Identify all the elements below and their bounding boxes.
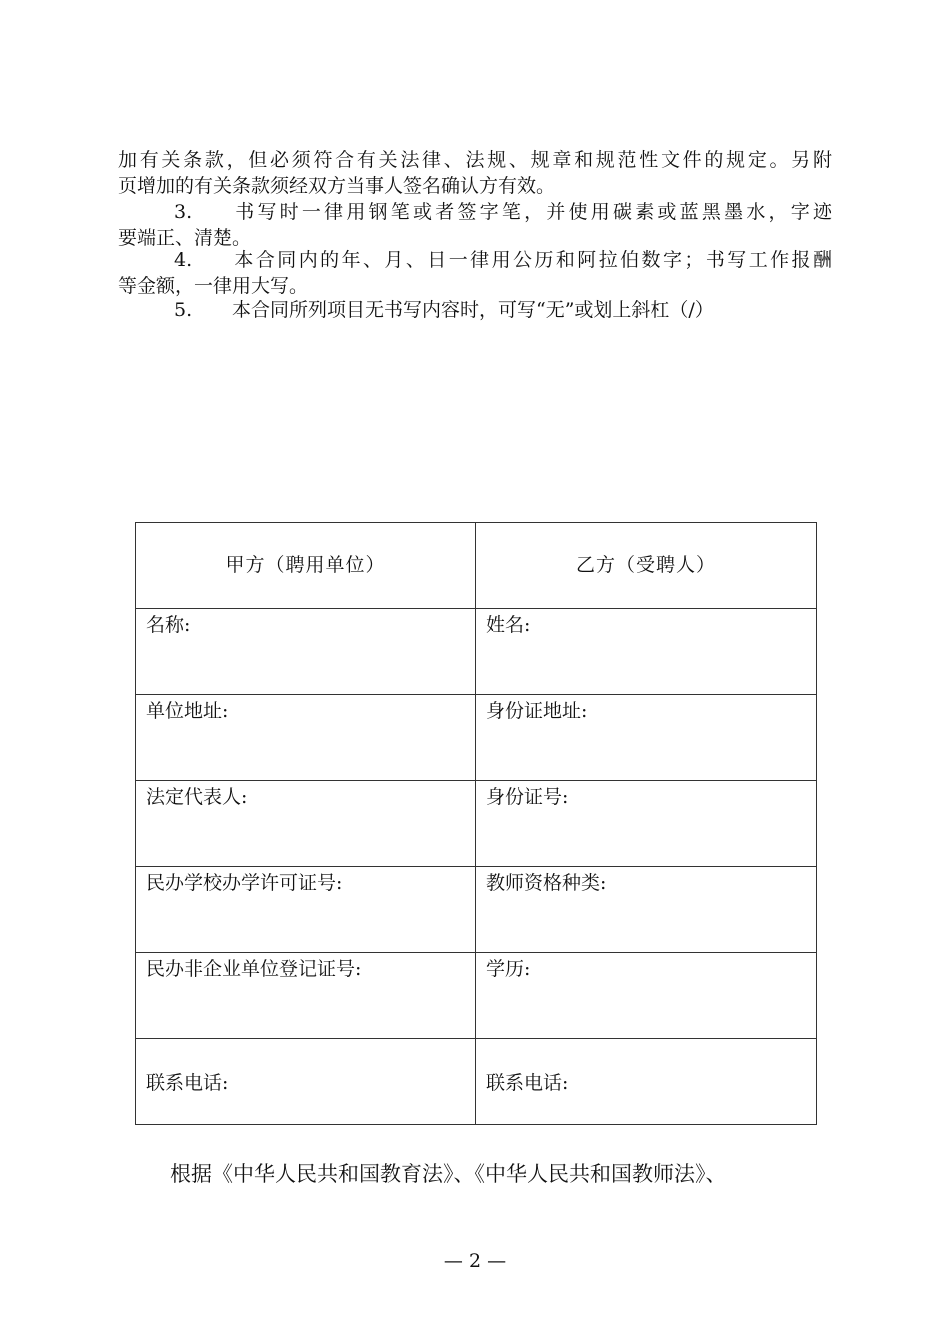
party-a-phone-label: 联系电话: xyxy=(146,1072,229,1094)
page-number: — 2 — xyxy=(443,1250,507,1272)
note-4-line-2: 等金额，一律用大写。 xyxy=(118,275,309,297)
party-b-id-address-label: 身份证地址: xyxy=(486,700,588,722)
party-a-legal-rep-cell[interactable] xyxy=(136,781,476,867)
party-a-registration-cell[interactable] xyxy=(136,953,476,1039)
closing-paragraph: 根据《中华人民共和国教育法》、《中华人民共和国教师法》、 xyxy=(170,1162,727,1186)
note-4-text: 本合同内的年、月、日一律用公历和阿拉伯数字；书写工作报酬 xyxy=(232,249,832,271)
party-info-table xyxy=(135,522,817,1125)
party-a-header: 甲方（聘用单位） xyxy=(136,523,476,609)
party-b-id-number-label: 身份证号: xyxy=(486,786,569,808)
table-row xyxy=(136,867,817,953)
party-b-name-label: 姓名: xyxy=(486,614,531,636)
note-3-line-2: 要端正、清楚。 xyxy=(118,227,252,249)
party-a-phone-cell[interactable] xyxy=(136,1039,476,1125)
party-a-school-license-label: 民办学校办学许可证号: xyxy=(146,872,343,894)
note-3-number: 3. xyxy=(174,201,193,223)
party-a-school-license-cell[interactable] xyxy=(136,867,476,953)
party-b-id-number-cell[interactable] xyxy=(476,781,817,867)
table-header-row xyxy=(136,523,817,609)
note-4-line-1 xyxy=(118,248,832,273)
table-row xyxy=(136,695,817,781)
party-a-name-cell[interactable] xyxy=(136,609,476,695)
note-3-text: 书写时一律用钢笔或者签字笔，并使用碳素或蓝黑墨水，字迹 xyxy=(232,201,832,223)
party-b-id-address-cell[interactable] xyxy=(476,695,817,781)
party-a-address-label: 单位地址: xyxy=(146,700,229,722)
table-row xyxy=(136,781,817,867)
party-b-phone-label: 联系电话: xyxy=(486,1072,569,1094)
note-5-number: 5. xyxy=(174,299,193,321)
party-b-phone-cell[interactable] xyxy=(476,1039,817,1125)
party-a-name-label: 名称: xyxy=(146,614,191,636)
intro-line-2: 页增加的有关条款须经双方当事人签名确认方有效。 xyxy=(118,175,556,197)
party-a-address-cell[interactable] xyxy=(136,695,476,781)
party-b-header: 乙方（受聘人） xyxy=(476,523,817,609)
table-row xyxy=(136,1039,817,1125)
note-3-line-1 xyxy=(118,200,832,225)
note-4-number: 4. xyxy=(174,249,193,271)
party-b-education-cell[interactable] xyxy=(476,953,817,1039)
party-b-teacher-qualification-label: 教师资格种类: xyxy=(486,872,607,894)
table-row xyxy=(136,953,817,1039)
table-row xyxy=(136,609,817,695)
party-a-registration-label: 民办非企业单位登记证号: xyxy=(146,958,362,980)
party-b-teacher-qualification-cell[interactable] xyxy=(476,867,817,953)
note-5-text: 本合同所列项目无书写内容时，可写“无”或划上斜杠（/） xyxy=(232,299,714,321)
party-b-name-cell[interactable] xyxy=(476,609,817,695)
note-5-line-1 xyxy=(118,298,832,323)
party-b-education-label: 学历: xyxy=(486,958,531,980)
intro-line-1: 加有关条款，但必须符合有关法律、法规、规章和规范性文件的规定。另附 xyxy=(118,149,832,171)
party-a-legal-rep-label: 法定代表人: xyxy=(146,786,248,808)
